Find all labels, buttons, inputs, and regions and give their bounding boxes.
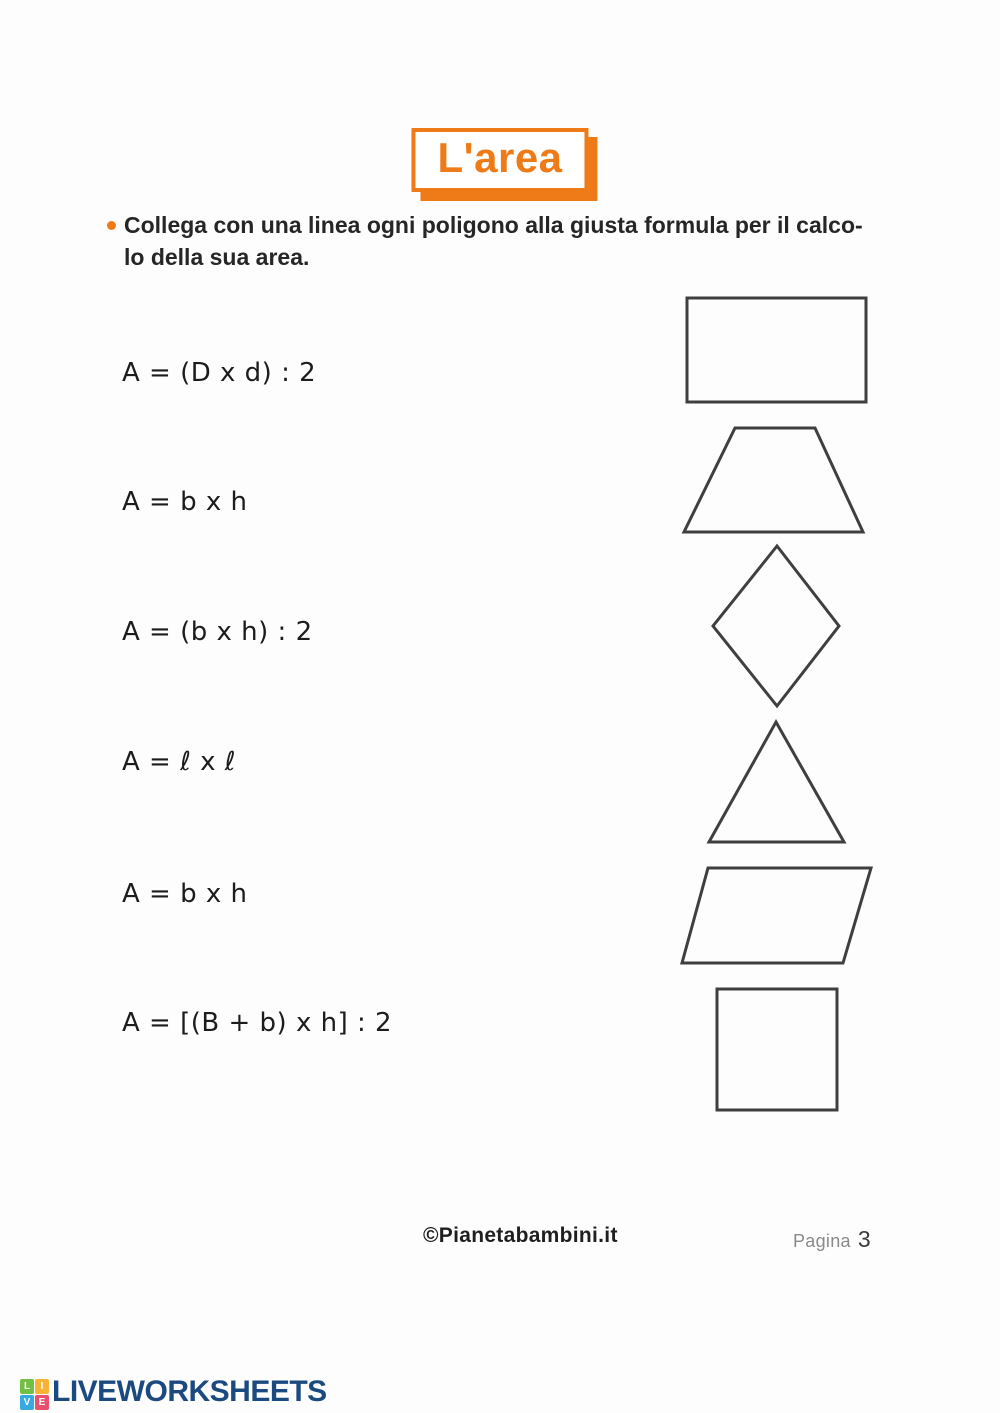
copyright-text: ©Pianetabambini.it	[423, 1224, 618, 1247]
rhombus-shape[interactable]	[713, 546, 839, 706]
formula-triangle-area[interactable]: A = (b x h) : 2	[122, 617, 313, 647]
worksheet-title-box	[411, 128, 588, 192]
formula-rhombus-area[interactable]: A = (D x d) : 2	[122, 358, 317, 388]
trapezoid-shape[interactable]	[684, 428, 863, 532]
rectangle-shape[interactable]	[687, 298, 866, 402]
page-indicator	[793, 1226, 871, 1253]
triangle-shape[interactable]	[709, 722, 844, 842]
tile-letter-i: I	[35, 1379, 49, 1394]
instruction-text	[124, 209, 924, 273]
formula-square-area[interactable]: A = ℓ x ℓ	[122, 747, 236, 777]
instruction-line-2: lo della sua area.	[124, 244, 310, 270]
page-number: 3	[857, 1226, 871, 1252]
tile-letter-v: V	[20, 1395, 34, 1410]
formula-parallelogram-area[interactable]: A = b x h	[122, 879, 248, 909]
formula-trapezoid-area[interactable]: A = [(B + b) x h] : 2	[122, 1008, 393, 1038]
bullet-icon	[107, 221, 116, 230]
parallelogram-shape[interactable]	[682, 868, 871, 963]
formula-rectangle-area[interactable]: A = b x h	[122, 487, 248, 517]
instruction-line-1: Collega con una linea ogni poligono alla giusta formula per il calco-	[124, 212, 863, 238]
liveworksheets-tiles-icon	[20, 1379, 49, 1410]
page-label: Pagina	[793, 1231, 851, 1251]
tile-letter-e: E	[35, 1395, 49, 1410]
liveworksheets-logo[interactable]	[20, 1372, 327, 1412]
liveworksheets-wordmark: LIVEWORKSHEETS	[52, 1375, 327, 1408]
polygon-column	[650, 280, 900, 1120]
page-title: L'area	[437, 134, 563, 181]
square-shape[interactable]	[717, 989, 837, 1110]
tile-letter-l: L	[20, 1379, 34, 1394]
